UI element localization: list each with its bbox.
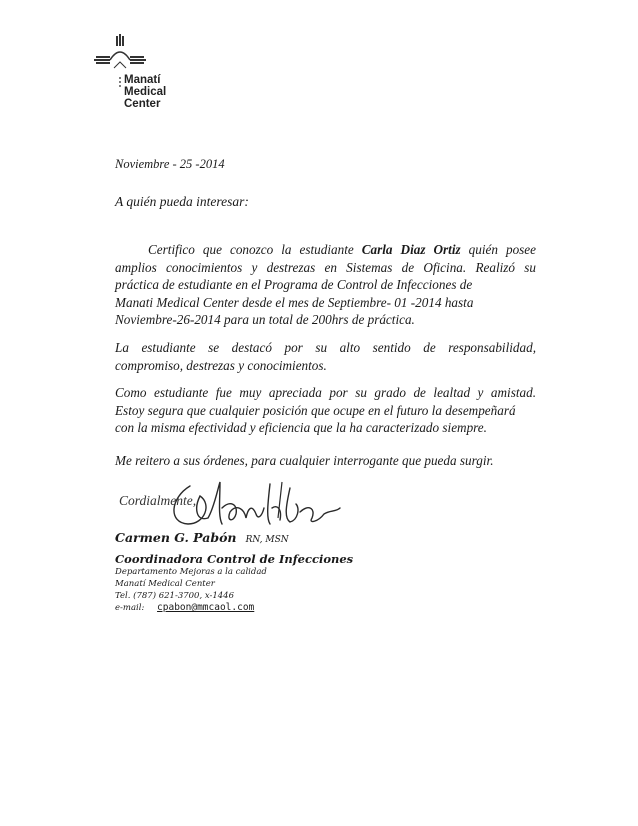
email-link[interactable]: cpabon@mmcaol.com: [157, 602, 255, 613]
paragraph-line: Manati Medical Center desde el mes de Septiembre- 01 -2014 hasta: [115, 294, 474, 310]
paragraph-line: La estudiante se destacó por su alto sentido de responsabilidad,: [115, 340, 536, 355]
email-label: e-mail:: [115, 603, 145, 613]
paragraph-qualities: [115, 339, 536, 374]
paragraph-line: práctica de estudiante en el Programa de Control de Infecciones de: [115, 277, 473, 292]
signer-organization: Manatí Medical Center: [115, 579, 215, 589]
paragraph-line: [115, 241, 536, 259]
paragraph-line: amplios conocimientos y destrezas en Sistemas de Oficina. Realizó su: [115, 259, 536, 275]
paragraph-line: Como estudiante fue muy apreciada por su grado de lealtad y amistad.: [115, 385, 536, 400]
text-fragment: quién posee: [468, 242, 537, 257]
signer-phone: Tel. (787) 621-3700, x-1446: [115, 591, 234, 601]
signer-credentials: RN, MSN: [245, 535, 289, 545]
letter-date: Noviembre - 25 -2014: [115, 157, 225, 171]
signer-line: [115, 527, 353, 546]
paragraph-line: con la misma efectividad y eficiencia que la ha caracterizado siempre.: [115, 420, 487, 435]
signer-email-line: [115, 602, 353, 614]
paragraph-closing-remark: [115, 452, 536, 470]
student-name: Carla Diaz Ortiz: [361, 242, 461, 257]
signer-department: Departamento Mejoras a la calidad: [115, 567, 267, 577]
paragraph-line: Noviembre-26-2014 para un total de 200hrs de práctica.: [115, 312, 415, 327]
paragraph-line: compromiso, destrezas y conocimientos.: [115, 357, 327, 373]
paragraph-line: Estoy segura que cualquier posición que ocupe en el futuro la desempeñará: [115, 402, 516, 418]
signer-name: Carmen G. Pabón: [115, 530, 237, 545]
paragraph-appreciation: [115, 384, 536, 437]
logo-line-3: Center: [124, 98, 161, 110]
signer-title: Coordinadora Control de Infecciones: [115, 552, 354, 566]
text-fragment: Certifico que conozco la estudiante: [148, 242, 354, 257]
logo-line-2: Medical: [124, 86, 167, 98]
salutation: A quién pueda interesar:: [115, 194, 249, 209]
closing-salutation: Cordialmente,: [119, 493, 197, 508]
logo-wordmark: [124, 74, 166, 110]
paragraph-line: Me reitero a sus órdenes, para cualquier interrogante que pueda surgir.: [115, 453, 494, 468]
signature-block: [115, 527, 353, 614]
logo-line-1: Manatí: [124, 74, 161, 86]
paragraph-certification: [115, 241, 536, 329]
